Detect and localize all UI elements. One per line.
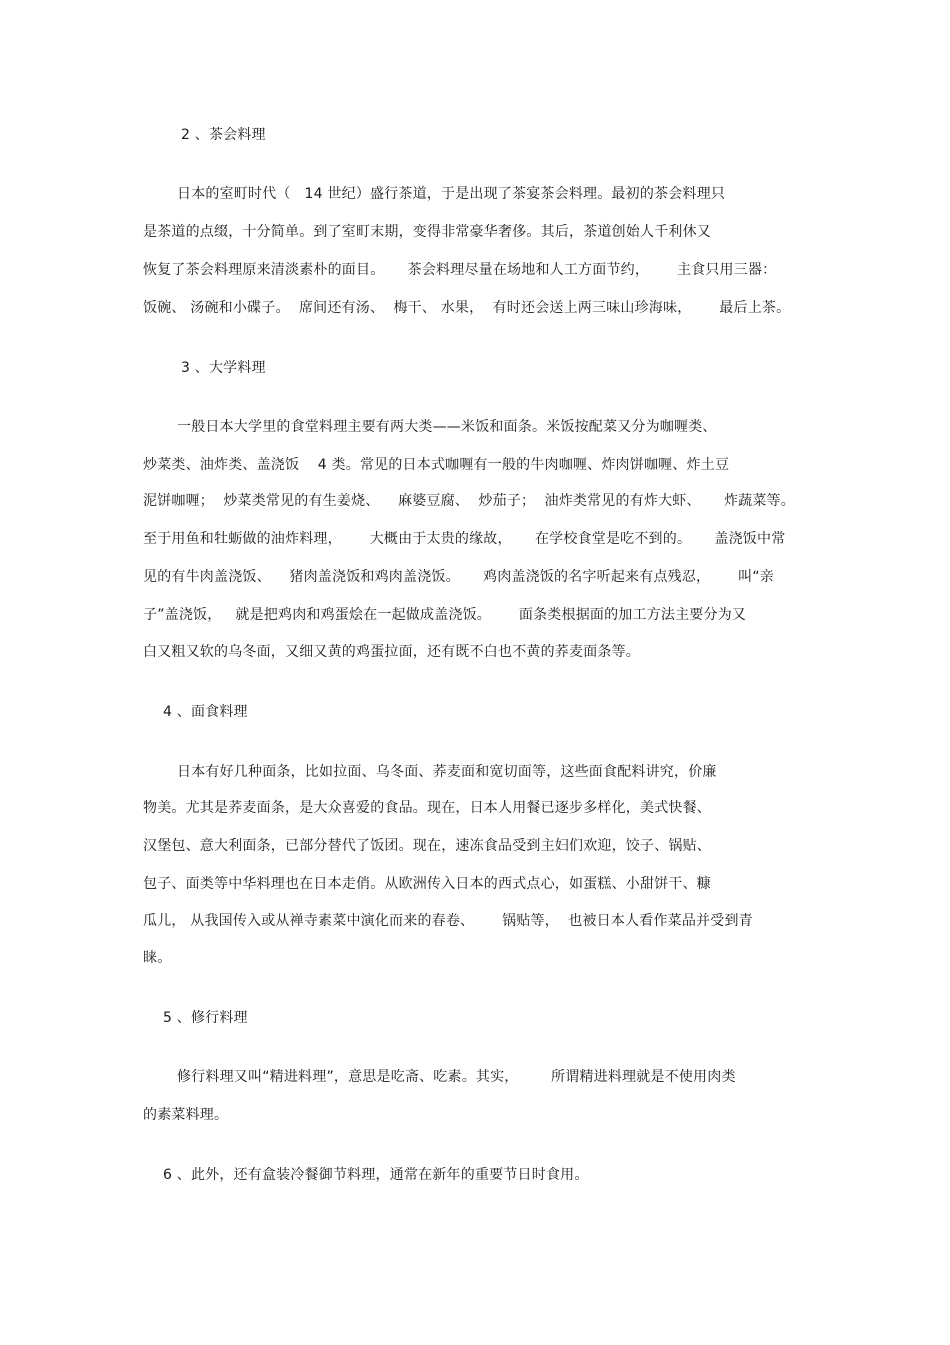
paragraph-line: 日本有好几种面条，比如拉面、乌冬面、荞麦面和宽切面等，这些面食配料讲究，价廉 xyxy=(177,764,717,780)
paragraph-line: 见的有牛肉盖浇饭、 猪肉盖浇饭和鸡肉盖浇饭。 鸡肉盖浇饭的名字听起来有点残忍， 叫“亲 xyxy=(143,569,775,585)
paragraph-line: 一般日本大学里的食堂料理主要有两大类——米饭和面条。米饭按配菜又分为咖喱类、 xyxy=(177,419,717,435)
paragraph-line: 子”盖浇饭， 就是把鸡肉和鸡蛋烩在一起做成盖浇饭。 面条类根据面的加工方法主要分为又 xyxy=(143,607,747,623)
paragraph-line: 泥饼咖喱； 炒菜类常见的有生姜烧、 麻婆豆腐、 炒茄子； 油炸类常见的有炸大虾、 炸蔬菜等。 xyxy=(143,493,795,509)
section-heading: 5 、修行料理 xyxy=(163,1010,248,1026)
paragraph-line: 瓜儿， 从我国传入或从禅寺素菜中演化而来的春卷、 锅贴等， 也被日本人看作菜品并受到青 xyxy=(143,913,753,929)
section-heading: 3 、大学料理 xyxy=(181,360,266,376)
paragraph-line: 修行料理又叫“精进料理”，意思是吃斋、吃素。其实， 所谓精进料理就是不使用肉类 xyxy=(177,1069,736,1085)
paragraph-line: 的素菜料理。 xyxy=(143,1107,229,1123)
paragraph-line: 包子、面类等中华料理也在日本走俏。从欧洲传入日本的西式点心，如蛋糕、小甜饼干、糠 xyxy=(143,876,711,892)
section-heading: 6 、此外，还有盒装冷餐御节料理，通常在新年的重要节日时食用。 xyxy=(163,1167,589,1183)
paragraph-line: 炒菜类、油炸类、盖浇饭 4 类。常见的日本式咖喱有一般的牛肉咖喱、炸肉饼咖喱、炸土豆 xyxy=(143,457,730,473)
paragraph-line: 至于用鱼和牡蛎做的油炸料理， 大概由于太贵的缘故， 在学校食堂是吃不到的。 盖浇饭中常 xyxy=(143,531,786,547)
paragraph-line: 恢复了茶会料理原来清淡素朴的面目。 茶会料理尽量在场地和人工方面节约， 主食只用三器： xyxy=(143,262,777,278)
paragraph-line: 饭碗、 汤碗和小碟子。 席间还有汤、 梅干、 水果， 有时还会送上两三味山珍海味， 最后上茶。 xyxy=(143,300,791,316)
paragraph-line: 白又粗又软的乌冬面，又细又黄的鸡蛋拉面，还有既不白也不黄的荞麦面条等。 xyxy=(143,644,640,660)
paragraph-line: 物美。尤其是荞麦面条，是大众喜爱的食品。现在，日本人用餐已逐步多样化，美式快餐、 xyxy=(143,800,711,816)
paragraph-line: 日本的室町时代（ 14 世纪）盛行茶道，于是出现了茶宴茶会料理。最初的茶会料理只 xyxy=(177,186,726,202)
paragraph-line: 汉堡包、意大利面条，已部分替代了饭团。现在，速冻食品受到主妇们欢迎，饺子、锅贴、 xyxy=(143,838,711,854)
paragraph-line: 睐。 xyxy=(143,950,172,966)
paragraph-line: 是茶道的点缀，十分简单。到了室町末期，变得非常豪华奢侈。其后，茶道创始人千利休又 xyxy=(143,224,711,240)
section-heading: 2 、茶会料理 xyxy=(181,127,266,143)
section-heading: 4 、面食料理 xyxy=(163,704,248,720)
